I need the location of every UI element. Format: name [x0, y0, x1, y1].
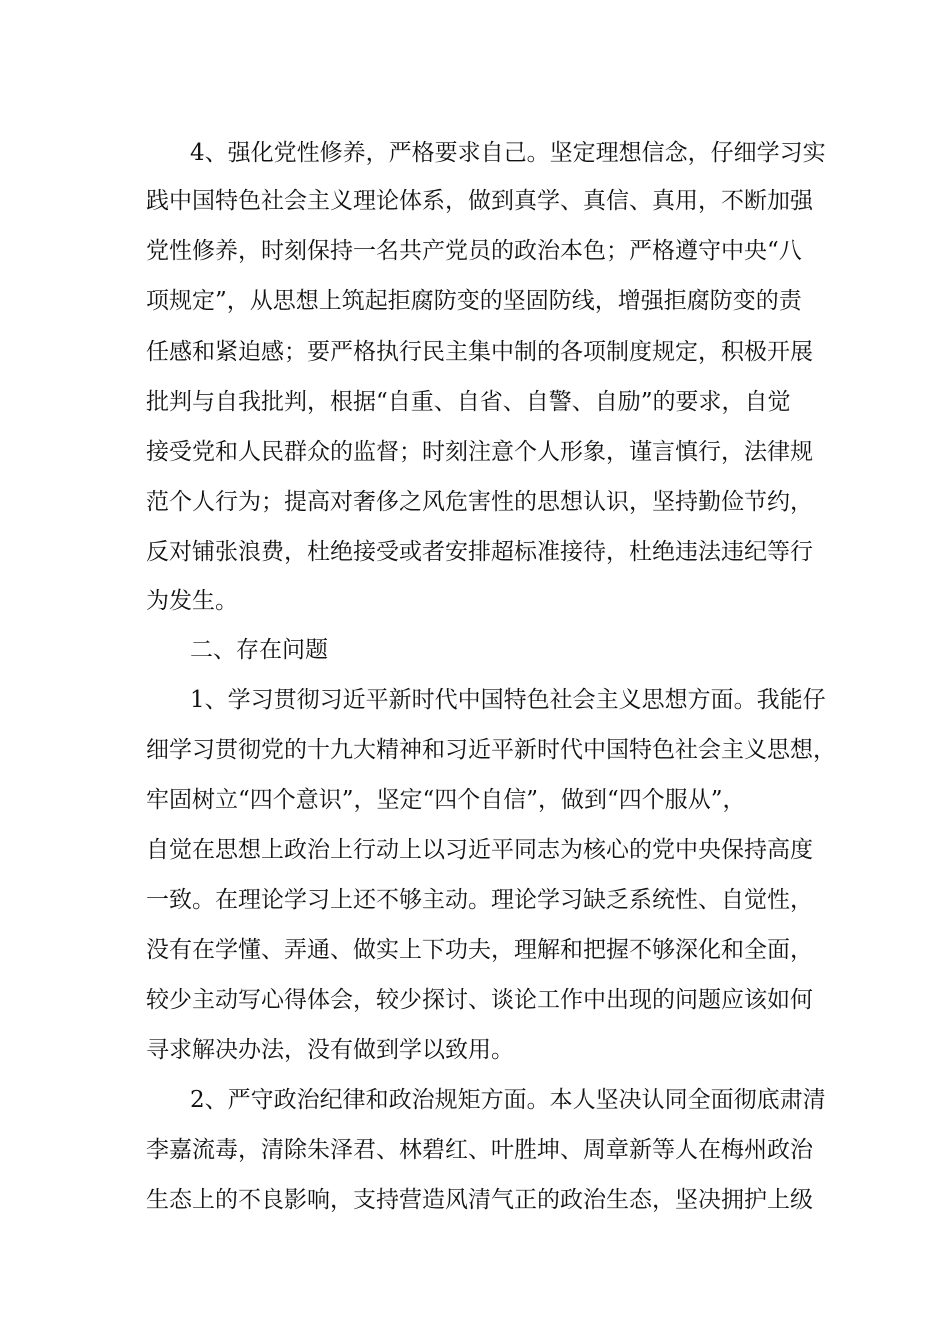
paragraph-4-line-2: 践中国特色社会主义理论体系，做到真学、真信、真用，不断加强	[146, 188, 813, 214]
issue-2-line-1: 2、严守政治纪律和政治规矩方面。本人坚决认同全面彻底肃清	[190, 1087, 826, 1113]
issue-2-line-3: 生态上的不良影响，支持营造风清气正的政治生态，坚决拥护上级	[146, 1187, 813, 1213]
issue-1-line-4: 自觉在思想上政治上行动上以习近平同志为核心的党中央保持高度	[146, 837, 813, 863]
issue-1-line-5: 一致。在理论学习上还不够主动。理论学习缺乏系统性、自觉性，	[146, 887, 813, 913]
paragraph-4-line-7: 接受党和人民群众的监督；时刻注意个人形象，谨言慎行，法律规	[146, 439, 813, 465]
paragraph-4-line-5: 任感和紧迫感；要严格执行民主集中制的各项制度规定，积极开展	[146, 339, 813, 365]
paragraph-4-line-8: 范个人行为；提高对奢侈之风危害性的思想认识，坚持勤俭节约，	[146, 489, 813, 515]
issue-1-line-2: 细学习贯彻党的十九大精神和习近平新时代中国特色社会主义思想，	[146, 737, 836, 763]
issue-1-line-3: 牢固树立“四个意识”，坚定“四个自信”，做到“四个服从”，	[146, 787, 746, 813]
issue-1-line-8: 寻求解决办法，没有做到学以致用。	[146, 1037, 514, 1063]
issue-1-line-6: 没有在学懂、弄通、做实上下功夫，理解和把握不够深化和全面，	[146, 937, 813, 963]
issue-1-line-7: 较少主动写心得体会，较少探讨、谈论工作中出现的问题应该如何	[146, 987, 813, 1013]
paragraph-4-line-4: 项规定”，从思想上筑起拒腐防变的坚固防线，增强拒腐防变的责	[146, 288, 802, 314]
issue-2-line-2: 李嘉流毒，清除朱泽君、林碧红、叶胜坤、周章新等人在梅州政治	[146, 1137, 813, 1163]
issue-1-line-1: 1、学习贯彻习近平新时代中国特色社会主义思想方面。我能仔	[190, 687, 826, 713]
section-heading: 二、存在问题	[190, 637, 328, 663]
paragraph-4-line-1: 4、强化党性修养，严格要求自己。坚定理想信念，仔细学习实	[190, 140, 826, 166]
paragraph-4-line-6: 批判与自我批判，根据“自重、自省、自警、自励”的要求，自觉	[146, 389, 791, 415]
paragraph-4-line-10: 为发生。	[146, 588, 238, 614]
paragraph-4-line-3: 党性修养，时刻保持一名共产党员的政治本色；严格遵守中央“八	[146, 238, 802, 264]
paragraph-4-line-9: 反对铺张浪费，杜绝接受或者安排超标准接待，杜绝违法违纪等行	[146, 539, 813, 565]
